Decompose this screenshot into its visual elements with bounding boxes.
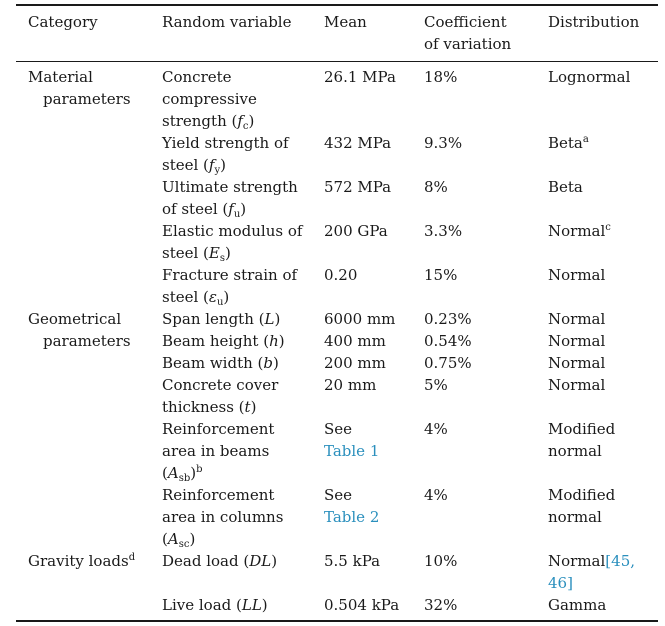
fu-variable-line2: of steel $(f_u)$ [162,200,247,220]
asb-cov: 4% [424,420,448,438]
fc-mean: 26.1 MPa [324,68,396,86]
es-variable-line1: Elastic modulus of [162,222,303,240]
asb-mean-line1: See [324,420,353,438]
asb-distribution-line1: Modified [548,420,616,438]
fc-cov: 18% [424,68,458,86]
height-variable: Beam height (h) [162,332,285,350]
asb-variable-line2: area in beams [162,442,270,460]
category-material-line1: Material [28,68,93,86]
eu-distribution: Normal [548,266,606,284]
table-2-link[interactable]: Table 2 [324,508,380,526]
fy-variable-line2: steel $(f_y)$ [162,156,226,176]
category-geometrical-line1: Geometrical [28,310,122,328]
fc-variable-line1: Concrete [162,68,232,86]
fu-variable-line1: Ultimate strength [162,178,298,196]
es-variable-line2: steel $(E_s)$ [162,244,231,264]
live-variable: Live load (LL) [162,596,268,614]
cover-distribution: Normal [548,376,606,394]
header-random-variable: Random variable [162,13,292,31]
dead-variable: Dead load (DL) [162,552,278,570]
asc-distribution-line2: normal [548,508,602,526]
cover-variable-line1: Concrete cover [162,376,279,394]
es-mean: 200 GPa [324,222,388,240]
eu-cov: 15% [424,266,458,284]
dead-mean: 5.5 kPa [324,552,381,570]
width-mean: 200 mm [324,354,386,372]
fy-distribution: Beta$^a$ [548,134,589,152]
fy-mean: 432 MPa [324,134,392,152]
span-distribution: Normal [548,310,606,328]
asc-cov: 4% [424,486,448,504]
asb-variable-line1: Reinforcement [162,420,275,438]
dead-distribution: Normal[45, [548,552,636,570]
span-mean: 6000 mm [324,310,396,328]
span-variable: Span length (L) [162,310,281,328]
fy-variable-line1: Yield strength of [162,134,289,152]
dead-cov: 10% [424,552,458,570]
fu-cov: 8% [424,178,448,196]
asb-distribution-line2: normal [548,442,602,460]
eu-mean: 0.20 [324,266,358,284]
live-mean: 0.504 kPa [324,596,400,614]
asc-variable-line2: area in columns [162,508,284,526]
cover-variable-line2: thickness (t) [162,398,257,416]
category-gravity-loads: Gravity loads$^d$ [28,552,136,570]
header-rule [16,61,658,62]
header-mean: Mean [324,13,367,31]
fc-distribution: Lognormal [548,68,631,86]
fu-mean: 572 MPa [324,178,392,196]
reference-45-link[interactable]: [45, [605,552,636,570]
top-rule [16,4,658,6]
width-cov: 0.75% [424,354,472,372]
table-1-link[interactable]: Table 1 [324,442,380,460]
height-mean: 400 mm [324,332,386,350]
eu-variable-line1: Fracture strain of [162,266,298,284]
header-category: Category [28,13,98,31]
fy-cov: 9.3% [424,134,463,152]
category-material-line2: parameters [43,90,131,108]
cover-cov: 5% [424,376,448,394]
bottom-rule [16,620,658,622]
span-cov: 0.23% [424,310,472,328]
fc-variable-line3: strength $(f_c)$ [162,112,255,132]
category-geometrical-line2: parameters [43,332,131,350]
es-distribution: Normal$^c$ [548,222,611,240]
asc-variable-line1: Reinforcement [162,486,275,504]
header-cov-line1: Coefficient [424,13,507,31]
width-variable: Beam width (b) [162,354,279,372]
cover-mean: 20 mm [324,376,377,394]
asc-mean-line1: See [324,486,353,504]
fc-variable-line2: compressive [162,90,257,108]
live-cov: 32% [424,596,458,614]
asc-variable-line3: $(A_{sc})$ [162,530,196,550]
height-distribution: Normal [548,332,606,350]
eu-variable-line2: steel $(\varepsilon_u)$ [162,288,230,308]
asc-distribution-line1: Modified [548,486,616,504]
header-cov-line2: of variation [424,35,512,53]
asb-variable-line3: $(A_{sb})^b$ [162,464,203,484]
header-distribution: Distribution [548,13,640,31]
fu-distribution: Beta [548,178,583,196]
live-distribution: Gamma [548,596,607,614]
height-cov: 0.54% [424,332,472,350]
width-distribution: Normal [548,354,606,372]
es-cov: 3.3% [424,222,463,240]
reference-46-link[interactable]: 46] [548,574,573,592]
